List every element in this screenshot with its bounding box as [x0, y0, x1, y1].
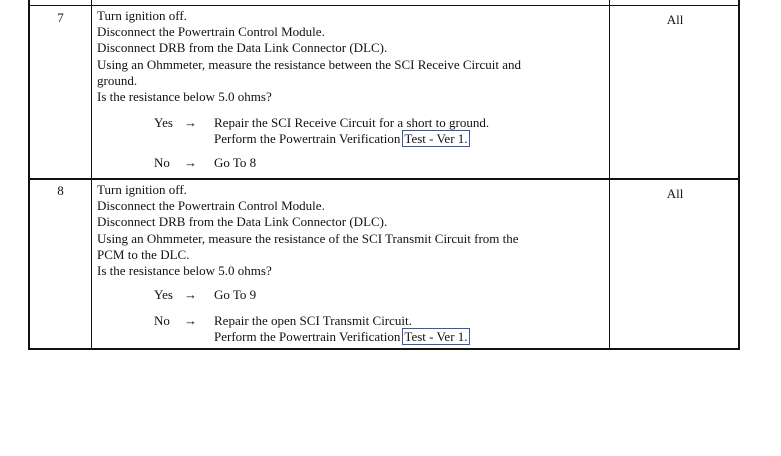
diagnostic-table	[28, 0, 740, 350]
yes-branch	[154, 287, 604, 305]
arrow-icon: →	[184, 115, 197, 130]
instruction-line: Disconnect DRB from the Data Link Connector (DLC).	[97, 214, 388, 230]
row-divider-top	[30, 5, 738, 6]
arrow-icon: →	[184, 287, 197, 302]
instruction-line: Disconnect the Powertrain Control Module.	[97, 198, 325, 214]
instruction-line: Disconnect DRB from the Data Link Connector (DLC).	[97, 40, 388, 56]
instruction-line: Turn ignition off.	[97, 8, 187, 23]
instruction-line: Using an Ohmmeter, measure the resistance between the SCI Receive Circuit and	[97, 56, 522, 72]
verification-line	[214, 131, 470, 147]
yes-label: Yes	[154, 287, 173, 302]
arrow-icon: →	[184, 155, 197, 170]
no-action-goto[interactable]: Go To 8	[214, 155, 257, 170]
yes-action-goto[interactable]: Go To 9	[214, 287, 257, 302]
verification-text: Perform the Powertrain Verification	[214, 131, 401, 146]
verification-test-link[interactable]: Test - Ver 1.	[404, 329, 468, 344]
yes-branch	[154, 115, 604, 149]
instruction-line: PCM to the DLC.	[97, 246, 190, 262]
applies-to: All	[666, 186, 684, 201]
column-divider-applies	[609, 0, 610, 348]
verification-line	[214, 329, 470, 345]
instruction-line: Using an Ohmmeter, measure the resistance of the SCI Transmit Circuit from the	[97, 230, 519, 246]
verification-text: Perform the Powertrain Verification	[214, 329, 401, 344]
step-number: 7	[57, 10, 64, 25]
yes-action: Repair the SCI Receive Circuit for a short to ground.	[214, 115, 490, 130]
row-divider-middle	[30, 178, 738, 180]
column-divider-step	[91, 0, 92, 348]
step-instructions	[97, 8, 609, 105]
step-instructions	[97, 182, 609, 279]
step-number: 8	[57, 183, 64, 198]
no-label: No	[154, 313, 170, 328]
instruction-line: Disconnect the Powertrain Control Module.	[97, 24, 325, 40]
no-label: No	[154, 155, 170, 170]
instruction-line: Turn ignition off.	[97, 182, 187, 197]
yes-label: Yes	[154, 115, 173, 130]
no-action: Repair the open SCI Transmit Circuit.	[214, 313, 412, 328]
instruction-line: ground.	[97, 72, 138, 88]
no-branch	[154, 155, 604, 173]
no-branch	[154, 313, 604, 347]
question-line: Is the resistance below 5.0 ohms?	[97, 89, 272, 105]
question-line: Is the resistance below 5.0 ohms?	[97, 263, 272, 279]
verification-test-link[interactable]: Test - Ver 1.	[404, 131, 468, 146]
arrow-icon: →	[184, 313, 197, 328]
applies-to: All	[666, 12, 684, 27]
